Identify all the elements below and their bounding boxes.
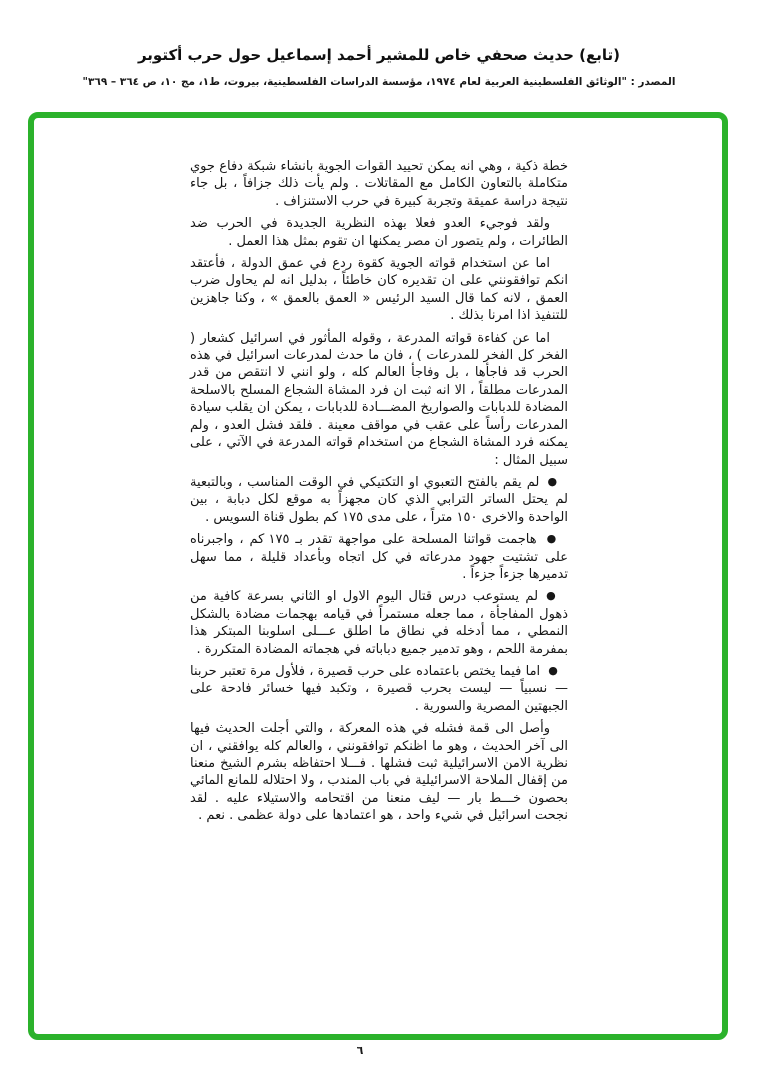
bullet-icon: ● [548, 663, 558, 677]
bullet-paragraph: ● لم يستوعب درس قتال اليوم الاول او الثاني بسرعة كافية من ذهول المفاجأة ، مما جعله مستمراً في قيامه بهجمات مضادة بالشكل النمطي ، مما أدخله في نطاق ما اطلق عـــلى اسلوبنا المبتكر هذا بمفرمة اللحم ، وهو تدمير جميع دباباته في هجماته المضادة المتكررة . [190, 589, 568, 657]
bullet-paragraph: ● اما فيما يختص باعتماده على حرب قصيرة ، فلأول مرة تعتبر حربنا — نسبياً — ليست بحرب قصيرة ، وتكبد فيها خسائر فادحة على الجبهتين المصرية والسورية . [190, 663, 568, 714]
page-number: ٦ [356, 1044, 364, 1057]
bullet-paragraph: ● هاجمت قواتنا المسلحة على مواجهة تقدر بـ ١٧٥ كم ، واجبرناه على تشتيت جهود مدرعاته في كل اتجاه وبأعداد قليلة ، مما سهل تدميرها جزءاً جزءاً . [190, 532, 568, 582]
page-title: (تابع) حديث صحفي خاص للمشير أحمد إسماعيل حول حرب أكتوبر [137, 46, 621, 64]
paragraph: اما عن كفاءة قواته المدرعة ، وقوله المأثور في اسرائيل كشعار ( الفخر كل الفخر للمدرعات ) ، فان ما حدث لمدرعات اسرائيل في هذه الحرب قد فاجأها ، بل وفاجأ العالم كله ، ولو انني لا انتقص من قدر المدرعات مطلقاً ، الا انه ثبت ان فرد المشاة الشجاع المسلح بالاسلحة المضادة للدبابات والصواريخ المضـــادة للدبابات ، يمكن ان يقلب سيادة المدرعات رأساً على عقب في مواقف معينة . فلقد فشل العدو ، ولم يمكنه فرد المشاة الشجاع من استخدام قواته المدرعة في الآتي ، على سبيل المثال : [190, 330, 568, 468]
bullet-icon: ● [547, 474, 558, 488]
source-citation-line: المصدر : "الوثائق الفلسطينية العربية لعام ١٩٧٤، مؤسسة الدراسات الفلسطينية، بيروت، ط١، مج ١٠، ص ٣٦٤ – ٣٦٩" [82, 76, 676, 88]
document-header [0, 46, 758, 88]
paragraph: ولقد فوجيء العدو فعلا بهذه النظرية الجديدة في الحرب ضد الطائرات ، ولم يتصور ان مصر يمكنها ان تقوم بمثل هذا العمل . [190, 216, 568, 249]
paragraph: وأصل الى قمة فشله في هذه المعركة ، والتي أجلت الحديث فيها الى آخر الحديث ، وهو ما اظنكم توافقونني ، والعالم كله يوافقني ، ان نظرية الامن الاسرائيلية ثبت فشلها . فـــلا احتفاظه بشرم الشيخ منعنا من إقفال الملاحة الاسرائيلية في باب المندب ، ولا احتلاله للمانع المائي بحصون خـــط بار — ليف منعنا من اقتحامه والاستيلاء عليه . لقد نجحت اسرائيل في شيء واحد ، هو اعتمادها على دولة عظمى . نعم . [190, 721, 568, 824]
bullet-icon: ● [546, 589, 558, 603]
bullet-paragraph: ● لم يقم بالفتح التعبوي او التكتيكي في الوقت المناسب ، وبالتبعية لم يحتل الساتر الترابي الذي كان مجهزاً به موقع لكل دبابة ، بين الواحدة والاخرى ١٥٠ متراً ، على مدى ١٧٥ كم بطول قناة السويس . [190, 474, 568, 525]
bullet-icon: ● [546, 532, 558, 546]
document-body-text [190, 158, 568, 830]
paragraph: اما عن استخدام قواته الجوية كقوة ردع في عمق الدولة ، فأعتقد انكم توافقونني على ان تقديره كان خاطئاً ، بدليل انه لم يحاول ضرب العمق ، لانه كما قال السيد الرئيس « العمق بالعمق » ، وكنا جاهزين للتنفيذ اذا امرنا بذلك . [190, 256, 568, 324]
green-border-frame [28, 112, 728, 1040]
paragraph: خطة ذكية ، وهي انه يمكن تحييد القوات الجوية بانشاء شبكة دفاع جوي متكاملة بالتعاون الكامل مع المقاتلات . ولم يأت ذلك جزافاً ، بل جاء نتيجة دراسة عميقة وتجربة كبيرة في حرب الاستنزاف . [190, 159, 568, 209]
